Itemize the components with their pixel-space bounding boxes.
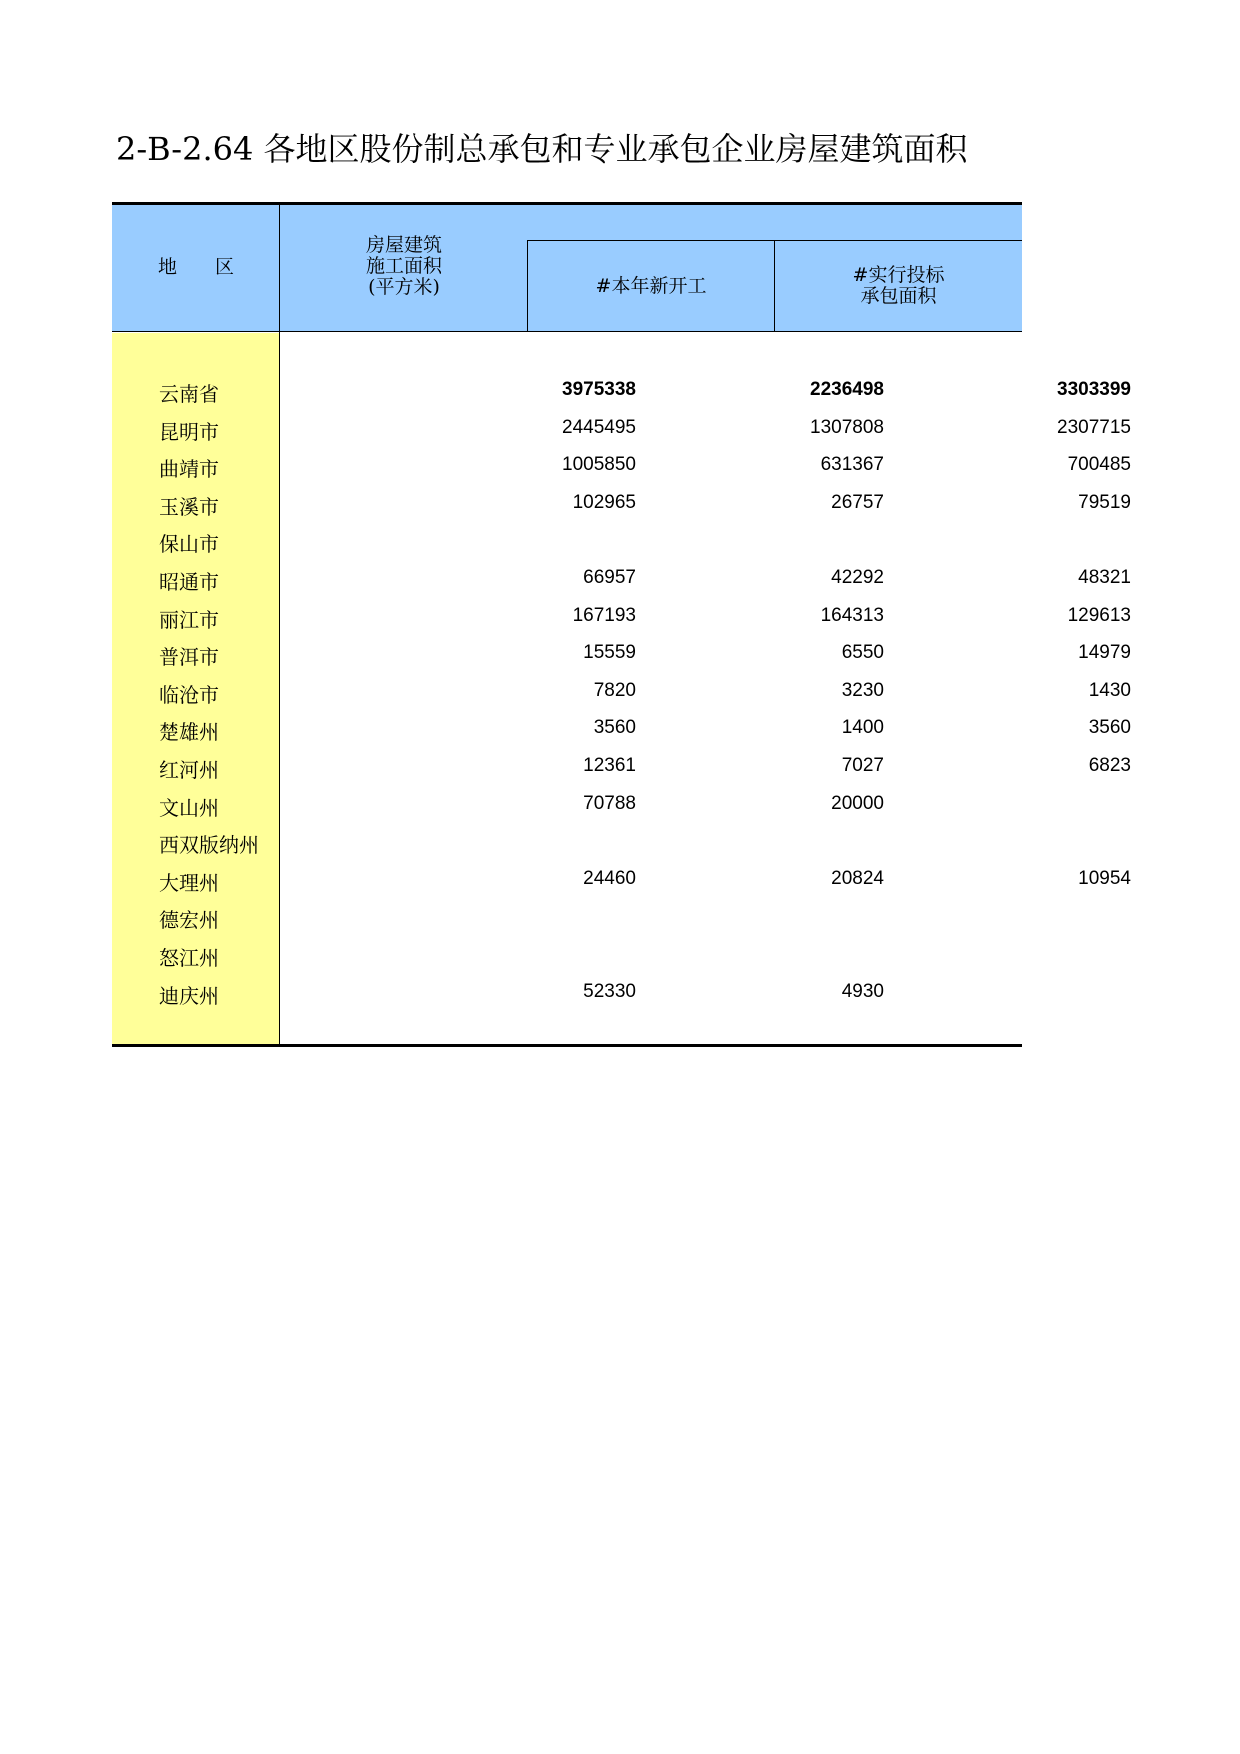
construction-area-value: 102965 — [572, 491, 636, 513]
bidding-area-header-line-2: 承包面积 — [860, 285, 937, 307]
construction-area-value: 70788 — [583, 792, 636, 814]
header-bottom-border — [112, 331, 1022, 332]
bidding-area-value: 48321 — [1078, 567, 1131, 588]
new-start-value: 164313 — [820, 604, 884, 626]
table-row — [112, 936, 1022, 973]
region-name: 保山市 — [159, 532, 219, 557]
table-row — [112, 748, 1131, 785]
table-row — [112, 898, 1022, 935]
table-row — [112, 522, 1022, 559]
construction-area-value: 2445495 — [562, 416, 636, 438]
construction-area-value: 7820 — [593, 679, 636, 701]
table-row — [112, 635, 1131, 672]
construction-area-value: 66957 — [583, 567, 636, 588]
table-row — [112, 974, 1022, 1011]
region-name: 文山州 — [159, 795, 219, 820]
new-start-value: 1400 — [841, 717, 884, 739]
new-start-value: 7027 — [841, 755, 884, 776]
bidding-area-value: 14979 — [1078, 642, 1131, 664]
bidding-area-value: 3560 — [1088, 717, 1131, 739]
new-start-value: 6550 — [841, 642, 884, 664]
bidding-area-value: 6823 — [1088, 755, 1131, 776]
table-row — [112, 861, 1131, 898]
new-start-value: 20824 — [831, 867, 884, 889]
new-start-value: 3230 — [841, 679, 884, 701]
region-name: 怒江州 — [159, 946, 219, 970]
region-header: 地 区 — [157, 256, 234, 278]
construction-area-value: 15559 — [583, 642, 636, 664]
table-row — [112, 447, 1131, 484]
bidding-area-header — [775, 265, 1022, 307]
new-start-value: 4930 — [841, 980, 884, 1002]
new-start-value: 1307808 — [810, 416, 884, 438]
construction-area-value: 1005850 — [562, 454, 636, 476]
table-row — [112, 673, 1131, 710]
construction-area-value: 24460 — [583, 867, 636, 889]
table-row — [112, 598, 1131, 635]
region-name: 西双版纳州 — [159, 833, 259, 858]
region-name: 普洱市 — [159, 645, 219, 670]
region-name: 云南省 — [159, 382, 219, 406]
bidding-area-value: 3303399 — [1057, 379, 1131, 400]
region-name: 大理州 — [159, 870, 219, 895]
table-top-border — [112, 202, 1022, 205]
region-name: 楚雄州 — [159, 720, 219, 745]
new-start-value: 26757 — [831, 491, 884, 513]
table-bottom-border — [112, 1044, 1022, 1047]
construction-area-value: 3560 — [593, 717, 636, 739]
construction-area-header — [280, 235, 528, 298]
region-name: 曲靖市 — [159, 457, 219, 482]
new-start-value: 2236498 — [810, 379, 884, 400]
table-row — [112, 485, 1131, 522]
construction-area-header-line-3: (平方米) — [368, 276, 440, 298]
bidding-area-value: 10954 — [1078, 867, 1131, 889]
bidding-area-value: 700485 — [1067, 454, 1131, 476]
construction-area-header-line-2: 施工面积 — [365, 255, 442, 277]
region-name: 丽江市 — [159, 607, 219, 632]
page-title: 2-B-2.64 各地区股份制总承包和专业承包企业房屋建筑面积 — [116, 130, 968, 168]
construction-area-value: 12361 — [583, 755, 636, 776]
table-row — [112, 372, 1131, 409]
region-name: 昭通市 — [159, 570, 219, 594]
new-start-value: 42292 — [831, 567, 884, 588]
bidding-area-value: 1430 — [1088, 679, 1131, 701]
region-name: 德宏州 — [159, 908, 219, 933]
bidding-area-value: 129613 — [1067, 604, 1131, 626]
table-row — [112, 786, 1022, 823]
region-name: 昆明市 — [159, 419, 219, 444]
construction-area-header-line-1: 房屋建筑 — [365, 234, 442, 256]
new-start-value: 20000 — [831, 792, 884, 814]
bidding-area-value: 2307715 — [1057, 416, 1131, 438]
region-name: 临沧市 — [159, 682, 219, 707]
new-start-header: #本年新开工 — [595, 275, 707, 297]
bidding-area-header-line-1: #实行投标 — [852, 264, 945, 286]
new-start-value: 631367 — [820, 454, 884, 476]
table-row — [112, 410, 1131, 447]
construction-area-value: 3975338 — [562, 379, 636, 400]
region-name: 迪庆州 — [159, 983, 219, 1008]
region-name: 红河州 — [159, 758, 219, 782]
table-row — [112, 560, 1131, 597]
table-row — [112, 823, 1022, 860]
construction-area-value: 52330 — [583, 980, 636, 1002]
region-name: 玉溪市 — [159, 494, 219, 519]
bidding-area-value: 79519 — [1078, 491, 1131, 513]
table-row — [112, 710, 1131, 747]
construction-area-value: 167193 — [572, 604, 636, 626]
